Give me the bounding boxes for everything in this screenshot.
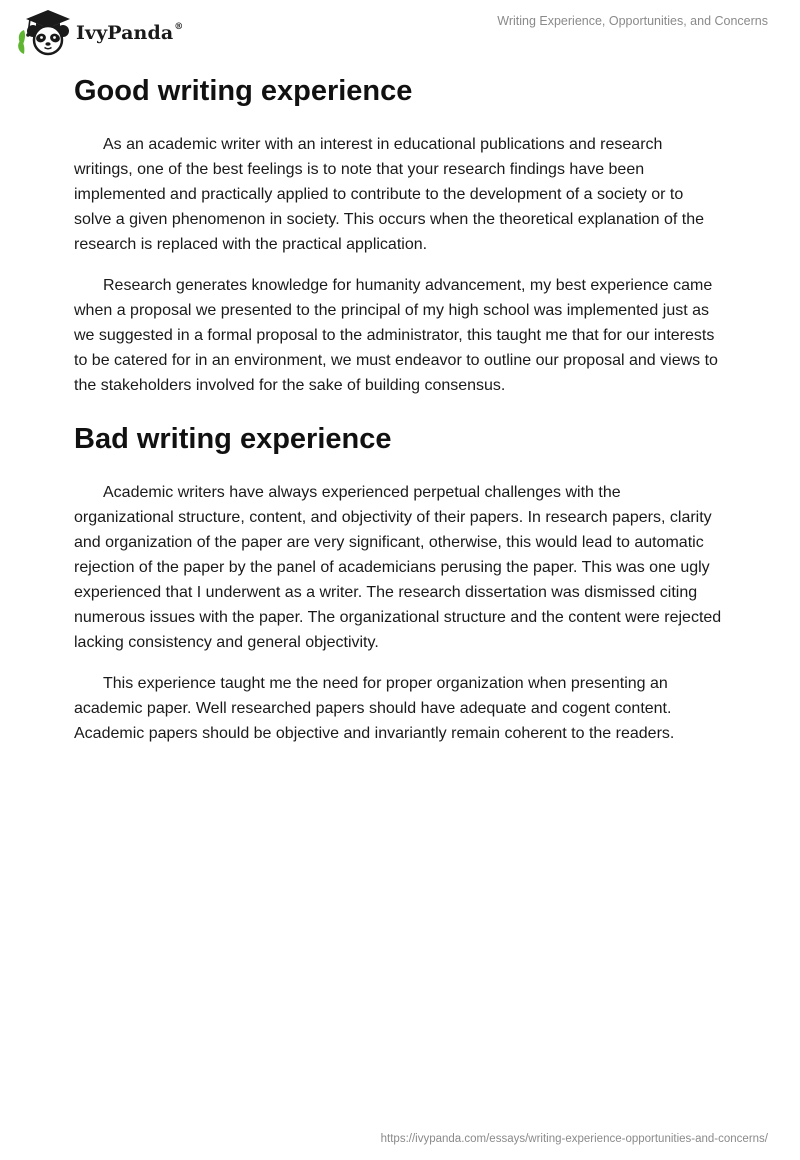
source-url[interactable]: https://ivypanda.com/essays/writing-experience-opportunities-and-concerns/: [380, 1133, 768, 1145]
page-header: [0, 0, 800, 60]
paragraph: Academic writers have always experienced perpetual challenges with the organizational structure, content, and objectivity of their papers. In research papers, clarity and organization of the paper are very significant, otherwise, this would lead to automatic rejection of the paper by the panel of academicians perusing the paper. This was one ugly experienced that I underwent as a writer. The research dissertation was dismissed citing numerous issues with the paper. The organizational structure and the content were rejected lacking consistency and general objectivity.: [74, 484, 722, 651]
document-title: Writing Experience, Opportunities, and Concerns: [497, 14, 768, 28]
panda-graduate-icon: [16, 8, 74, 56]
brand-name: IvyPanda®: [76, 21, 184, 44]
paragraph: As an academic writer with an interest in educational publications and research writings, one of the best feelings is to note that your research findings have been implemented and practically applied to contribute to the development of a society or to solve a given phenomenon in society. This occurs when the theoretical explanation of the research is replaced with the practical application.: [74, 136, 705, 253]
registered-mark: ®: [174, 21, 184, 32]
paragraph: This experience taught me the need for proper organization when presenting an academic paper. Well researched papers should have adequate and cogent content. Academic papers should be objective and invariantly remain coherent to the readers.: [74, 675, 675, 742]
essay-content: [74, 70, 722, 746]
paragraph: Research generates knowledge for humanity advancement, my best experience came when a proposal we presented to the principal of my high school was implemented just as we suggested in a formal proposal to the administrator, this taught me that for our interests to be catered for in an environment, we must endeavor to outline our proposal and views to the stakeholders involved for the sake of building consensus.: [74, 277, 718, 394]
section-heading: Good writing experience: [74, 75, 413, 107]
section-good-writing: [74, 70, 722, 398]
brand-logo[interactable]: [16, 8, 183, 56]
section-bad-writing: [74, 418, 722, 746]
section-heading: Bad writing experience: [74, 423, 392, 455]
